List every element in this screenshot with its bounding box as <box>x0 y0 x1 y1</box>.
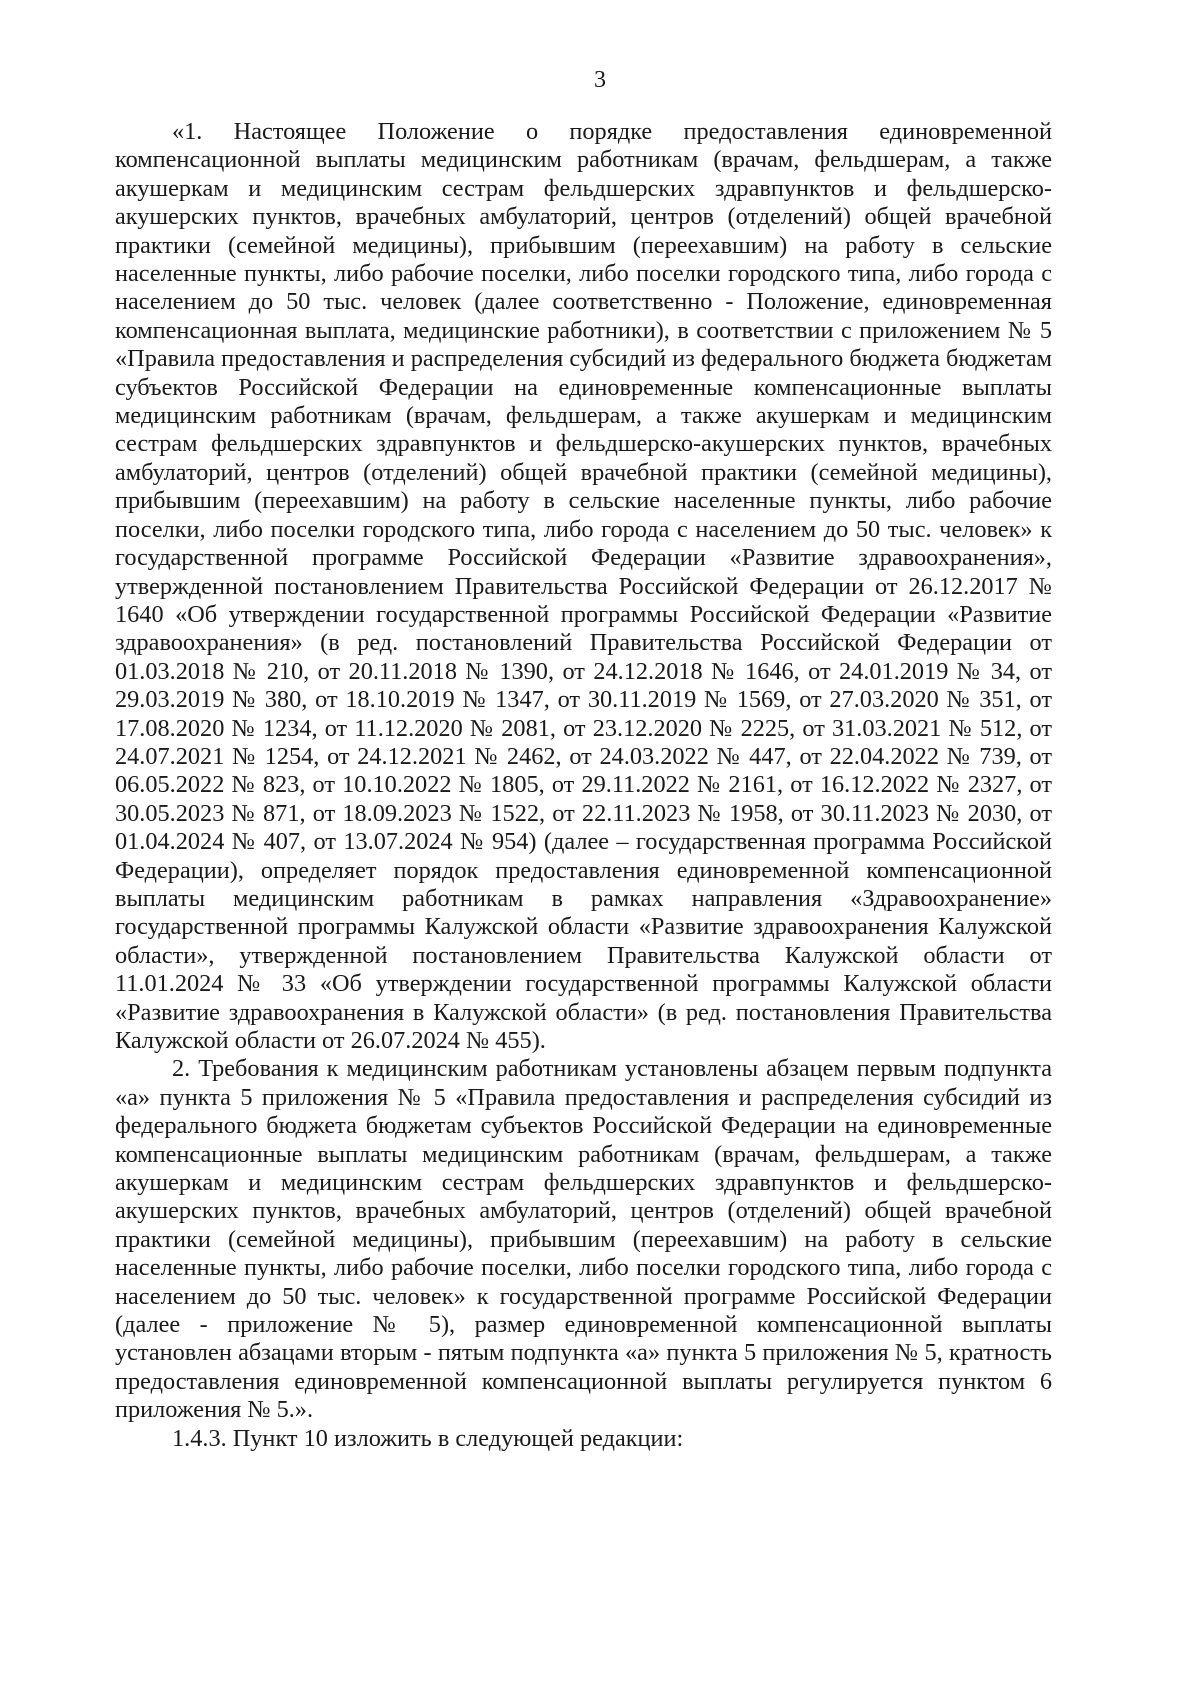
document-body <box>115 118 1052 1453</box>
paragraph-3: 1.4.3. Пункт 10 изложить в следующей редакции: <box>172 1424 684 1452</box>
page-number: 3 <box>594 67 606 93</box>
paragraph-1: «1. Настоящее Положение о порядке предоставления единовременной компенсационной выплаты медицинским работникам (врачам, фельдшерам, а также акушеркам и медицинским сестрам фельдшерских здравпунктов и фельдшерско-акушерских пунктов, врачебных амбулаторий, центров (отделений) общей врачебной практики (семейной медицины), прибывшим (переехавшим) на работу в сельские населенные пункты, либо рабочие поселки, либо поселки городского типа, либо города с населением до 50 тыс. человек (далее соответственно - Положение, единовременная компенсационная выплата, медицинские работники), в соответствии с приложением № 5 «Правила предоставления и распределения субсидий из федерального бюджета бюджетам субъектов Российской Федерации на единовременные компенсационные выплаты медицинским работникам (врачам, фельдшерам, а также акушеркам и медицинским сестрам фельдшерских здравпунктов и фельдшерско-акушерских пунктов, врачебных амбулаторий, центров (отделений) общей врачебной практики (семейной медицины), прибывшим (переехавшим) на работу в сельские населенные пункты, либо рабочие поселки, либо поселки городского типа, либо города с населением до 50 тыс. человек» к государственной программе Российской Федерации «Развитие здравоохранения», утвержденной постановлением Правительства Российской Федерации от 26.12.2017 № 1640 «Об утверждении государственной программы Российской Федерации «Развитие здравоохранения» (в ред. постановлений Правительства Российской Федерации от 01.03.2018 № 210, от 20.11.2018 № 1390, от 24.12.2018 № 1646, от 24.01.2019 № 34, от 29.03.2019 № 380, от 18.10.2019 № 1347, от 30.11.2019 № 1569, от 27.03.2020 № 351, от 17.08.2020 № 1234, от 11.12.2020 № 2081, от 23.12.2020 № 2225, от 31.03.2021 № 512, от 24.07.2021 № 1254, от 24.12.2021 № 2462, от 24.03.2022 № 447, от 22.04.2022 № 739, от 06.05.2022 № 823, от 10.10.2022 № 1805, от 29.11.2022 № 2161, от 16.12.2022 № 2327, от 30.05.2023 № 871, от 18.09.2023 № 1522, от 22.11.2023 № 1958, от 30.11.2023 № 2030, от 01.04.2024 № 407, от 13.07.2024 № 954) (далее – государственная программа Российской Федерации), определяет порядок предоставления единовременной компенсационной выплаты медицинским работникам в рамках направления «Здравоохранение» государственной программы Калужской области «Развитие здравоохранения Калужской области», утвержденной постановлением Правительства Калужской области от 11.01.2024 № 33 «Об утверждении государственной программы Калужской области «Развитие здравоохранения в Калужской области» (в ред. постановления Правительства Калужской области от 26.07.2024 № 455). <box>115 118 1052 1054</box>
paragraph-2: 2. Требования к медицинским работникам установлены абзацем первым подпункта «а» пункта 5 приложения № 5 «Правила предоставления и распределения субсидий из федерального бюджета бюджетам субъектов Российской Федерации на единовременные компенсационные выплаты медицинским работникам (врачам, фельдшерам, а также акушеркам и медицинским сестрам фельдшерских здравпунктов и фельдшерско-акушерских пунктов, врачебных амбулаторий, центров (отделений) общей врачебной практики (семейной медицины), прибывшим (переехавшим) на работу в сельские населенные пункты, либо рабочие поселки, либо поселки городского типа, либо города с населением до 50 тыс. человек» к государственной программе Российской Федерации (далее - приложение № 5), размер единовременной компенсационной выплаты установлен абзацами вторым - пятым подпункта «а» пункта 5 приложения № 5, кратность предоставления единовременной компенсационной выплаты регулируется пунктом 6 приложения № 5.». <box>115 1055 1052 1424</box>
